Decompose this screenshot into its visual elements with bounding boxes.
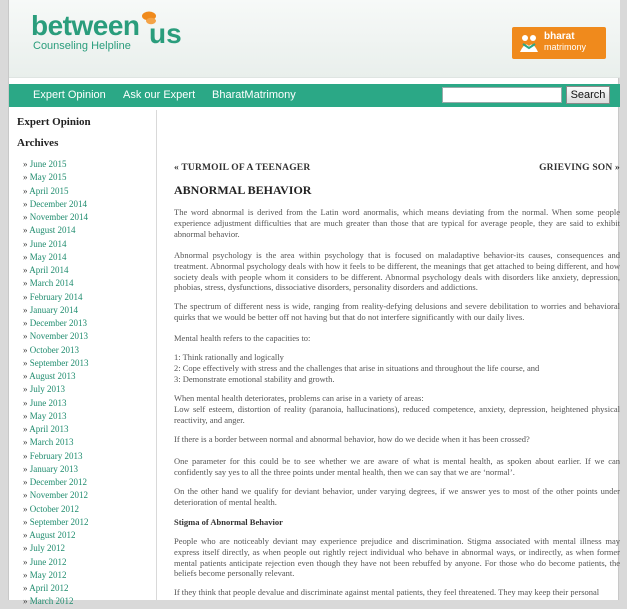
archive-link[interactable]: January 2014	[29, 304, 78, 315]
archive-item[interactable]	[23, 291, 153, 304]
bullet-icon: »	[23, 463, 30, 474]
archives-heading: Archives	[17, 137, 59, 149]
archive-item[interactable]	[23, 251, 153, 264]
bullet-icon: »	[23, 437, 30, 448]
archive-item[interactable]	[23, 277, 153, 290]
archive-link[interactable]: November 2013	[29, 331, 88, 342]
bullet-icon: »	[23, 251, 30, 262]
post-content	[166, 110, 620, 600]
partner-line2: matrimony	[544, 42, 587, 52]
archive-item[interactable]	[23, 476, 153, 489]
archive-link[interactable]: July 2012	[29, 543, 66, 554]
archive-item[interactable]	[23, 264, 153, 277]
archive-item[interactable]	[23, 463, 153, 476]
archive-link[interactable]: March 2012	[29, 596, 74, 607]
paragraph: People who are noticeably deviant may experience prejudice and discrimination. Stigma associated with mental illness may express itself directly, as when people out rightly reject individual who behave in abnormal ways, or indirectly, as when former mental patients anticipate rejection even though they have not been rebuffed by anyone. For those who do become patients, the beliefs become personally relevant.	[174, 536, 620, 579]
archive-item[interactable]	[23, 383, 153, 396]
bharatmatrimony-text	[544, 31, 586, 53]
bullet-icon: »	[23, 291, 30, 302]
bullet-icon: »	[23, 172, 30, 183]
bullet-icon: »	[23, 503, 30, 514]
archive-link[interactable]: April 2013	[29, 424, 69, 434]
bullet-icon: »	[23, 371, 30, 381]
archive-item[interactable]	[23, 542, 153, 555]
bullet-icon: »	[23, 556, 30, 567]
bullet-icon: »	[23, 159, 30, 169]
paragraph: Low self esteem, distortion of reality (paranoia, hallucinations), reduced competence, anxiety, depression, heightened physical reactivity, and anger.	[174, 404, 620, 425]
bullet-icon: »	[23, 397, 30, 408]
archive-item[interactable]	[23, 357, 153, 370]
archive-item[interactable]	[23, 238, 153, 251]
bullet-icon: »	[23, 543, 30, 554]
archive-link[interactable]: April 2012	[29, 583, 69, 593]
list-item: 1: Think rationally and logically	[174, 352, 284, 362]
section-heading: Stigma of Abnormal Behavior	[174, 517, 283, 527]
archive-item[interactable]	[23, 436, 153, 449]
bullet-icon: »	[23, 477, 30, 487]
list-item: 3: Demonstrate emotional stability and growth.	[174, 374, 335, 384]
logo-tagline: Counseling Helpline	[33, 40, 131, 52]
bullet-icon: »	[23, 516, 30, 527]
archive-item[interactable]	[23, 158, 153, 171]
archive-item[interactable]	[23, 370, 153, 383]
archive-item[interactable]	[23, 224, 153, 237]
archive-item[interactable]	[23, 569, 153, 582]
bullet-icon: »	[23, 357, 30, 368]
bullet-icon: »	[23, 265, 30, 275]
search-input[interactable]	[442, 87, 562, 103]
archive-item[interactable]	[23, 304, 153, 317]
bullet-icon: »	[23, 344, 30, 355]
bullet-icon: »	[23, 583, 30, 593]
archive-item[interactable]	[23, 344, 153, 357]
archive-link[interactable]: August 2013	[29, 371, 76, 381]
archive-item[interactable]	[23, 556, 153, 569]
archive-link[interactable]: February 2014	[29, 291, 83, 302]
main-nav	[9, 84, 620, 107]
archive-link[interactable]: November 2014	[29, 212, 88, 222]
list-item: 2: Cope effectively with stress and the challenges that arise in situations and throughout the life course, and	[174, 363, 540, 373]
archive-link[interactable]: July 2013	[29, 384, 66, 395]
sidebar-heading: Expert Opinion	[17, 116, 91, 128]
bullet-icon: »	[23, 185, 30, 196]
bullet-icon: »	[23, 569, 30, 580]
archive-link[interactable]: February 2013	[29, 450, 83, 461]
archive-item[interactable]	[23, 211, 153, 224]
bullet-icon: »	[23, 384, 30, 395]
bullet-icon: »	[23, 212, 30, 222]
paragraph: Mental health refers to the capacities to:	[174, 333, 311, 343]
post-title: ABNORMAL BEHAVIOR	[174, 183, 312, 197]
archive-link[interactable]: September 2012	[29, 516, 89, 527]
next-post-link[interactable]: GRIEVING SON »	[539, 163, 620, 173]
bullet-icon: »	[23, 304, 30, 315]
archive-link[interactable]: June 2013	[29, 397, 67, 408]
nav-bharatmatrimony[interactable]: BharatMatrimony	[212, 89, 296, 101]
archive-link[interactable]: April 2015	[29, 185, 69, 196]
archive-item[interactable]	[23, 595, 153, 608]
site-logo[interactable]	[31, 10, 191, 60]
bullet-icon: »	[23, 596, 30, 607]
bullet-icon: »	[23, 530, 30, 540]
bullet-icon: »	[23, 278, 30, 289]
archive-link[interactable]: December 2013	[29, 318, 87, 328]
archive-item[interactable]	[23, 516, 153, 529]
bullet-icon: »	[23, 424, 30, 434]
archive-link[interactable]: October 2013	[29, 344, 79, 355]
page-frame	[8, 0, 620, 607]
archive-item[interactable]	[23, 171, 153, 184]
prev-post-link[interactable]: « TURMOIL OF A TEENAGER	[174, 163, 311, 173]
archive-link[interactable]: August 2012	[29, 530, 76, 540]
paragraph: If they think that people devalue and discriminate against mental patients, they feel threatened. They may keep their personal	[174, 587, 600, 597]
bullet-icon: »	[23, 450, 30, 461]
archive-link[interactable]: March 2013	[29, 437, 74, 448]
bullet-icon: »	[23, 490, 30, 501]
bullet-icon: »	[23, 198, 30, 209]
archive-link[interactable]: May 2015	[29, 172, 67, 183]
archive-item[interactable]	[23, 489, 153, 502]
archive-item[interactable]	[23, 185, 153, 198]
paragraph: If there is a border between normal and abnormal behavior, how do we decide when it has been crossed?	[174, 434, 530, 444]
paragraph: Abnormal psychology is the area within psychology that is focused on maladaptive behavior-its causes, consequences and treatment. Abnormal psychology deals with how it feels to be different, the meanings that get attached to being different, and how society deals with people whom it considers to be different. Abnormal psychology deals with disorders like anxiety, depression, phobias, stress, dysfunctions, dissociative disorders, personality disorders and addictions.	[174, 250, 620, 293]
paragraph: On the other hand we qualify for deviant behavior, under varying degrees, if we answer yes to most of the other points under deterioration of mental health.	[174, 486, 620, 507]
archive-item[interactable]	[23, 423, 153, 436]
archive-list	[23, 158, 153, 609]
archive-link[interactable]: January 2013	[29, 463, 78, 474]
archive-item[interactable]	[23, 582, 153, 595]
archive-link[interactable]: September 2013	[29, 357, 89, 368]
archive-item[interactable]	[23, 397, 153, 410]
archive-link[interactable]: May 2012	[29, 569, 67, 580]
nav-expert-opinion[interactable]: Expert Opinion	[33, 89, 106, 101]
archive-link[interactable]: August 2014	[29, 225, 76, 236]
partner-line1: bharat	[544, 31, 575, 42]
archive-link[interactable]: October 2012	[29, 503, 79, 514]
archive-link[interactable]: May 2014	[29, 251, 67, 262]
bullet-icon: »	[23, 331, 30, 342]
archive-item[interactable]	[23, 317, 153, 330]
logo-word: between	[31, 10, 140, 41]
archive-item[interactable]	[23, 450, 153, 463]
archive-link[interactable]: March 2014	[29, 278, 74, 289]
paragraph: One parameter for this could be to see whether we are aware of what is mental health, as spoken about earlier. If we can confidently say yes to all the three points under mental health, then we can say that we are ‘normal’.	[174, 456, 620, 477]
couple-icon	[518, 32, 540, 54]
logo-us: us	[149, 18, 182, 49]
archive-item[interactable]	[23, 330, 153, 343]
archive-item[interactable]	[23, 198, 153, 211]
paragraph: When mental health deteriorates, problems can arise in a variety of areas:	[174, 393, 424, 403]
paragraph: The spectrum of different ness is wide, ranging from reality-defying delusions and severe debilitation to worries and behavioral quirks that we would be better off not having but that do not interfere significantly with our daily lives.	[174, 301, 620, 322]
bullet-icon: »	[23, 318, 30, 328]
archive-item[interactable]	[23, 529, 153, 542]
search-button[interactable]: Search	[566, 86, 610, 104]
archive-link[interactable]: June 2014	[29, 238, 67, 249]
bullet-icon: »	[23, 238, 30, 249]
bullet-icon: »	[23, 225, 30, 236]
bharatmatrimony-badge[interactable]	[512, 27, 606, 59]
archive-item[interactable]	[23, 503, 153, 516]
nav-ask-our-expert[interactable]: Ask our Expert	[123, 89, 196, 101]
archive-link[interactable]: November 2012	[29, 490, 88, 501]
sidebar	[9, 110, 157, 607]
archive-link[interactable]: June 2012	[29, 556, 67, 567]
archive-link[interactable]: December 2012	[29, 477, 87, 487]
site-header	[9, 0, 620, 78]
archive-item[interactable]	[23, 410, 153, 423]
archive-link[interactable]: June 2015	[29, 159, 67, 169]
bullet-icon: »	[23, 410, 30, 421]
paragraph: The word abnormal is derived from the Latin word anormalis, which means deviating from the normal. When some people experience adjustment difficulties that are much greater than those that are typical for average people, they are said to exhibit abnormal behavior.	[174, 207, 620, 239]
archive-link[interactable]: May 2013	[29, 410, 67, 421]
archive-link[interactable]: April 2014	[29, 265, 69, 275]
archive-link[interactable]: December 2014	[29, 198, 87, 209]
